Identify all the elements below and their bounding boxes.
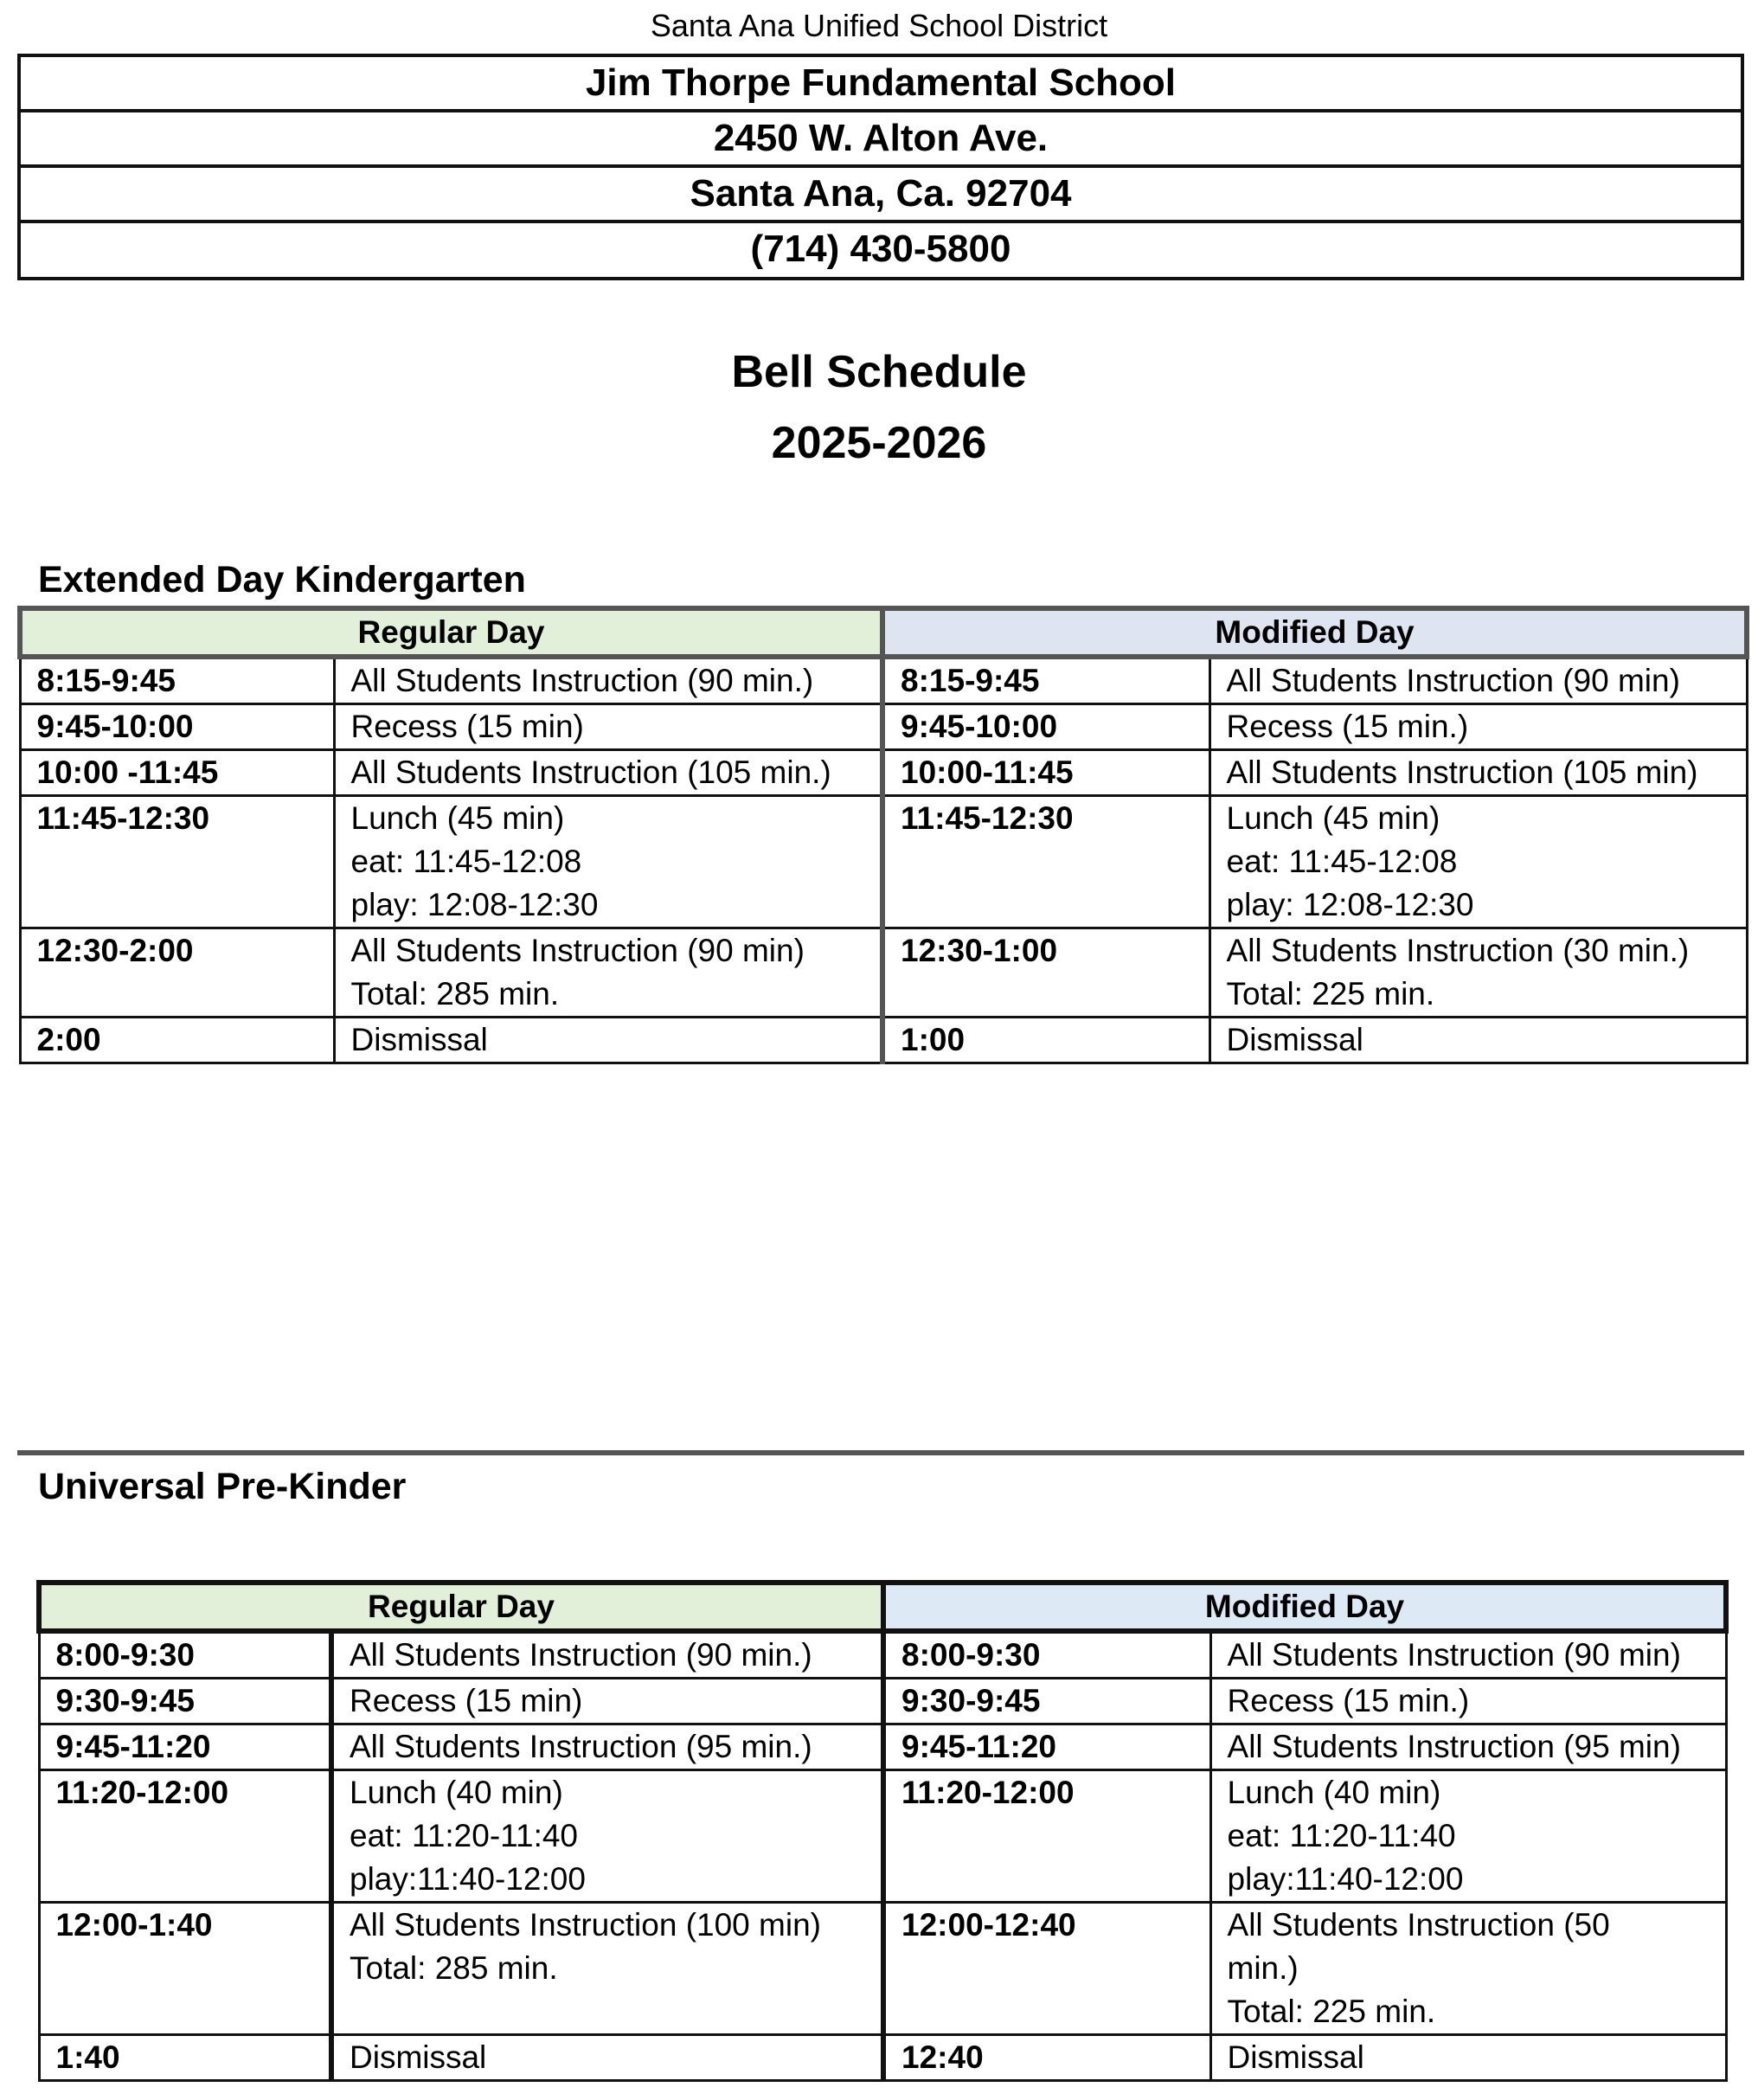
kinder-modified-day-header: Modified Day: [882, 608, 1747, 657]
school-address-line2: Santa Ana, Ca. 92704: [21, 168, 1741, 223]
activity-line: play:11:40-12:00: [350, 1861, 586, 1897]
district-name: Santa Ana Unified School District: [650, 8, 1108, 43]
activity-line: All Students Instruction (90 min.): [350, 663, 814, 698]
activity-line: Total: 225 min.: [1226, 976, 1435, 1011]
activity-line: All Students Instruction (90 min): [350, 933, 805, 968]
regular-activity-cell: [331, 1903, 883, 2035]
activity-line: All Students Instruction (95 min): [1227, 1729, 1681, 1764]
activity-line: play: 12:08-12:30: [350, 887, 599, 922]
activity-line: All Students Instruction (105 min.): [350, 755, 831, 790]
activity-line: Recess (15 min): [350, 709, 584, 744]
modified-activity-cell: [1209, 796, 1747, 928]
regular-activity-cell: [331, 1631, 883, 1679]
modified-activity-cell: [1209, 1018, 1747, 1063]
activity-line: Total: 285 min.: [350, 1950, 558, 1986]
regular-time-cell: 9:45-10:00: [20, 704, 334, 750]
regular-activity-cell: [334, 704, 882, 750]
regular-time-cell: 12:00-1:40: [39, 1903, 331, 2035]
activity-line: eat: 11:20-11:40: [350, 1818, 579, 1853]
prek-schedule-table: [36, 1580, 1729, 2082]
table-row: [20, 1018, 1747, 1063]
activity-line: Dismissal: [1227, 2039, 1364, 2075]
activity-line: Total: 225 min.: [1227, 1994, 1436, 2029]
modified-time-cell: 9:45-11:20: [883, 1724, 1210, 1770]
regular-time-cell: 11:45-12:30: [20, 796, 334, 928]
regular-time-cell: 2:00: [20, 1018, 334, 1063]
modified-time-cell: 8:00-9:30: [883, 1631, 1210, 1679]
modified-activity-cell: [1210, 1770, 1726, 1903]
activity-line: All Students Instruction (105 min): [1226, 755, 1698, 790]
kinder-section-title: Extended Day Kindergarten: [38, 559, 526, 600]
activity-line: Lunch (45 min): [1226, 800, 1440, 836]
modified-time-cell: 8:15-9:45: [882, 657, 1209, 704]
activity-line: All Students Instruction (90 min): [1227, 1637, 1681, 1673]
modified-activity-cell: [1210, 1679, 1726, 1724]
regular-activity-cell: [334, 928, 882, 1018]
modified-activity-cell: [1210, 1724, 1726, 1770]
regular-time-cell: 12:30-2:00: [20, 928, 334, 1018]
modified-activity-cell: [1210, 1631, 1726, 1679]
table-row: [39, 1770, 1726, 1903]
school-info-box: [17, 54, 1744, 280]
modified-time-cell: 1:00: [882, 1018, 1209, 1063]
prek-modified-day-header: Modified Day: [883, 1583, 1726, 1631]
modified-time-cell: 12:30-1:00: [882, 928, 1209, 1018]
modified-time-cell: 11:45-12:30: [882, 796, 1209, 928]
section-divider: [17, 1450, 1744, 1455]
regular-time-cell: 10:00 -11:45: [20, 750, 334, 796]
modified-time-cell: 9:45-10:00: [882, 704, 1209, 750]
regular-activity-cell: [331, 2035, 883, 2081]
activity-line: Recess (15 min): [350, 1683, 583, 1718]
modified-time-cell: 11:20-12:00: [883, 1770, 1210, 1903]
activity-line: Recess (15 min.): [1227, 1683, 1470, 1718]
school-address-line1: 2450 W. Alton Ave.: [21, 112, 1741, 168]
prek-section-title: Universal Pre-Kinder: [38, 1466, 407, 1507]
activity-line: Dismissal: [1226, 1022, 1363, 1057]
regular-activity-cell: [331, 1770, 883, 1903]
table-row: [39, 1903, 1726, 2035]
table-row: [20, 657, 1747, 704]
modified-time-cell: 12:00-12:40: [883, 1903, 1210, 2035]
school-phone: (714) 430-5800: [750, 228, 1011, 270]
modified-activity-cell: [1210, 2035, 1726, 2081]
activity-line: All Students Instruction (95 min.): [350, 1729, 812, 1764]
table-row: [39, 1724, 1726, 1770]
table-row: [20, 796, 1747, 928]
activity-line: eat: 11:45-12:08: [1226, 844, 1458, 879]
school-year: 2025-2026: [771, 418, 987, 468]
table-row: [39, 1631, 1726, 1679]
modified-time-cell: 10:00-11:45: [882, 750, 1209, 796]
activity-line: All Students Instruction (100 min): [350, 1907, 821, 1943]
activity-line: eat: 11:45-12:08: [350, 844, 582, 879]
activity-line: eat: 11:20-11:40: [1227, 1818, 1456, 1853]
regular-time-cell: 8:00-9:30: [39, 1631, 331, 1679]
kinder-regular-day-header: Regular Day: [20, 608, 882, 657]
table-row: [20, 750, 1747, 796]
activity-line: Lunch (40 min): [1227, 1775, 1441, 1810]
table-row: [20, 704, 1747, 750]
activity-line: Lunch (45 min): [350, 800, 565, 836]
regular-activity-cell: [331, 1724, 883, 1770]
prek-regular-day-header: Regular Day: [39, 1583, 883, 1631]
activity-line: Dismissal: [350, 2039, 487, 2075]
table-row: [39, 1679, 1726, 1724]
kinder-schedule-body: [20, 657, 1747, 1063]
kinder-schedule-table: [17, 606, 1749, 1064]
regular-activity-cell: [331, 1679, 883, 1724]
regular-time-cell: 1:40: [39, 2035, 331, 2081]
regular-time-cell: 9:45-11:20: [39, 1724, 331, 1770]
activity-line: All Students Instruction (30 min.): [1226, 933, 1690, 968]
activity-line: Recess (15 min.): [1226, 709, 1469, 744]
activity-line: All Students Instruction (90 min): [1226, 663, 1680, 698]
activity-line: Total: 285 min.: [350, 976, 560, 1011]
activity-line: Lunch (40 min): [350, 1775, 563, 1810]
modified-activity-cell: [1209, 750, 1747, 796]
regular-time-cell: 11:20-12:00: [39, 1770, 331, 1903]
activity-line: min.): [1227, 1950, 1299, 1986]
activity-line: play: 12:08-12:30: [1226, 887, 1474, 922]
activity-line: Dismissal: [350, 1022, 488, 1057]
prek-schedule-body: [39, 1631, 1726, 2081]
modified-time-cell: 12:40: [883, 2035, 1210, 2081]
table-row: [20, 928, 1747, 1018]
document-title: Bell Schedule: [731, 347, 1027, 397]
activity-line: All Students Instruction (50: [1227, 1907, 1610, 1943]
table-row: [39, 2035, 1726, 2081]
modified-activity-cell: [1209, 657, 1747, 704]
regular-time-cell: 8:15-9:45: [20, 657, 334, 704]
regular-activity-cell: [334, 750, 882, 796]
regular-activity-cell: [334, 1018, 882, 1063]
activity-line: All Students Instruction (90 min.): [350, 1637, 812, 1673]
regular-activity-cell: [334, 796, 882, 928]
regular-activity-cell: [334, 657, 882, 704]
regular-time-cell: 9:30-9:45: [39, 1679, 331, 1724]
modified-activity-cell: [1209, 928, 1747, 1018]
modified-time-cell: 9:30-9:45: [883, 1679, 1210, 1724]
activity-line: play:11:40-12:00: [1227, 1861, 1464, 1897]
school-name: Jim Thorpe Fundamental School: [21, 57, 1741, 112]
modified-activity-cell: [1210, 1903, 1726, 2035]
modified-activity-cell: [1209, 704, 1747, 750]
